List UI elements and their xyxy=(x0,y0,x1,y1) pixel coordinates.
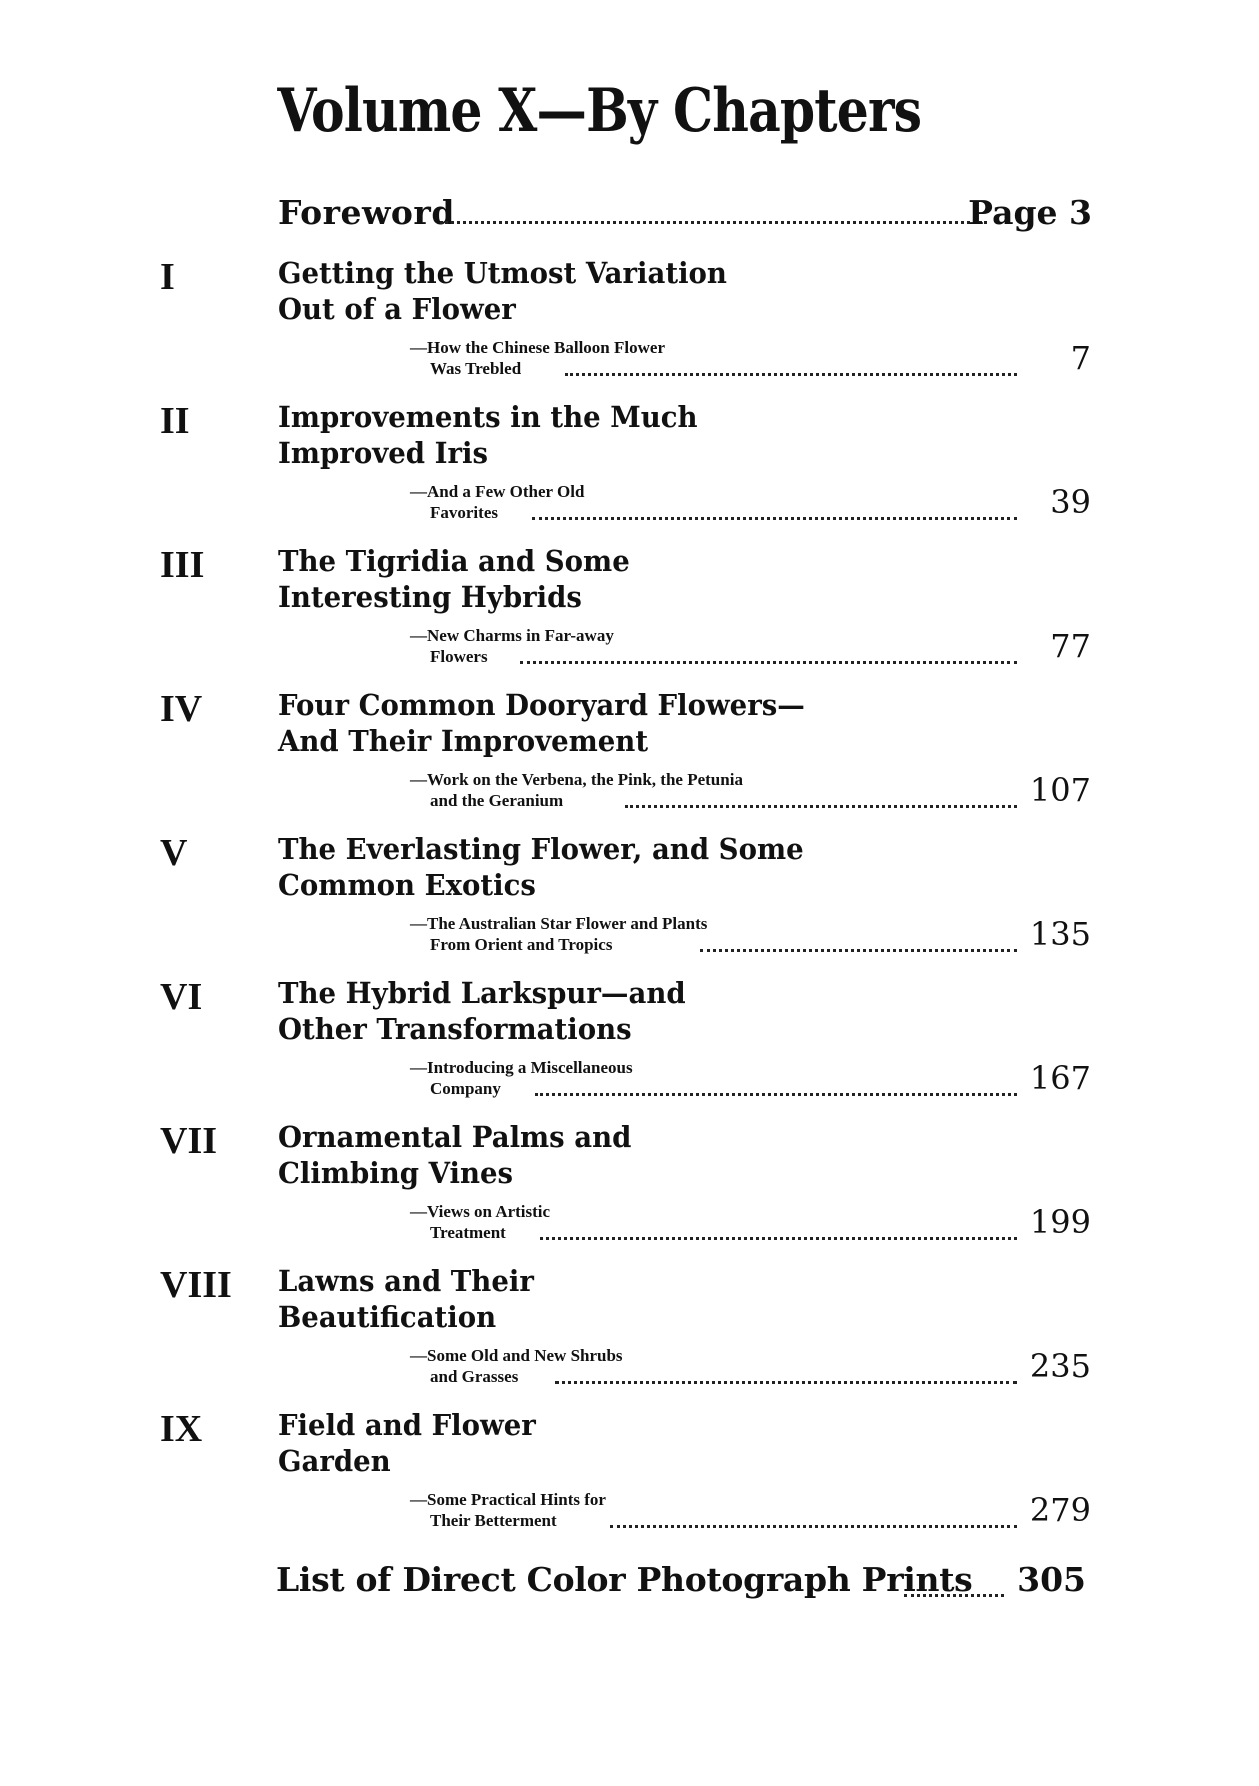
chapter-title: The Hybrid Larkspur—and Other Transformations xyxy=(278,976,686,1046)
chapter-subtitle: —Work on the Verbena, the Pink, the Petunia and the Geranium xyxy=(410,770,743,810)
dot-leader xyxy=(540,1237,1017,1240)
foreword-page: Page 3 xyxy=(968,193,1092,232)
dot-leader xyxy=(610,1525,1017,1528)
chapter-subtitle: —Introducing a Miscellaneous Company xyxy=(410,1058,633,1098)
chapter-numeral: III xyxy=(160,544,205,586)
chapter-subtitle: —And a Few Other Old Favorites xyxy=(410,482,585,522)
dot-leader xyxy=(625,805,1017,808)
chapter-page: 77 xyxy=(1050,627,1091,665)
chapter-page: 235 xyxy=(1029,1347,1091,1385)
chapter-title: Field and Flower Garden xyxy=(278,1408,536,1478)
chapter-numeral: II xyxy=(160,400,190,442)
chapter-entry-5 xyxy=(0,831,1259,971)
chapter-page: 167 xyxy=(1029,1059,1091,1097)
chapter-page: 107 xyxy=(1029,771,1091,809)
chapter-subtitle: —New Charms in Far-away Flowers xyxy=(410,626,614,666)
dot-leader xyxy=(440,221,987,224)
chapter-numeral: V xyxy=(160,832,188,874)
chapter-title: Ornamental Palms and Climbing Vines xyxy=(278,1120,632,1190)
chapter-subtitle: —Some Old and New Shrubs and Grasses xyxy=(410,1346,623,1386)
chapter-entry-1 xyxy=(0,255,1259,395)
chapter-numeral: IV xyxy=(160,688,203,730)
chapter-page: 135 xyxy=(1029,915,1091,953)
chapter-entry-9 xyxy=(0,1407,1259,1547)
chapter-numeral: VII xyxy=(160,1120,218,1162)
dot-leader xyxy=(700,949,1017,952)
chapter-title: Lawns and Their Beautification xyxy=(278,1264,534,1334)
chapter-entry-7 xyxy=(0,1119,1259,1259)
chapter-page: 279 xyxy=(1029,1491,1091,1529)
dot-leader xyxy=(535,1093,1017,1096)
chapter-title: Getting the Utmost Variation Out of a Flower xyxy=(278,256,727,326)
chapter-numeral: VI xyxy=(160,976,203,1018)
color-prints-entry xyxy=(276,1560,1086,1608)
chapter-page: 199 xyxy=(1029,1203,1091,1241)
dot-leader xyxy=(565,373,1017,376)
dot-leader xyxy=(520,661,1017,664)
chapter-entry-4 xyxy=(0,687,1259,827)
color-prints-label: List of Direct Color Photograph Prints xyxy=(276,1560,973,1599)
chapter-entry-6 xyxy=(0,975,1259,1115)
chapter-entry-8 xyxy=(0,1263,1259,1403)
page-title: Volume X—By Chapters xyxy=(277,76,922,146)
chapter-numeral: VIII xyxy=(160,1264,232,1306)
chapter-subtitle: —The Australian Star Flower and Plants From Orient and Tropics xyxy=(410,914,708,954)
color-prints-page: 305 xyxy=(1017,1560,1086,1599)
chapter-page: 7 xyxy=(1070,339,1091,377)
chapter-entry-3 xyxy=(0,543,1259,683)
chapter-page: 39 xyxy=(1050,483,1091,521)
dot-leader xyxy=(532,517,1017,520)
chapter-numeral: IX xyxy=(160,1408,203,1450)
foreword-label: Foreword xyxy=(278,193,455,232)
chapter-entry-2 xyxy=(0,399,1259,539)
chapter-numeral: I xyxy=(160,256,175,298)
chapter-title: Four Common Dooryard Flowers— And Their Improvement xyxy=(278,688,805,758)
chapter-subtitle: —Some Practical Hints for Their Betterment xyxy=(410,1490,606,1530)
dot-leader xyxy=(555,1381,1017,1384)
dot-leader xyxy=(904,1594,1004,1597)
chapter-title: Improvements in the Much Improved Iris xyxy=(278,400,698,470)
chapter-title: The Tigridia and Some Interesting Hybrids xyxy=(278,544,630,614)
chapter-subtitle: —Views on Artistic Treatment xyxy=(410,1202,551,1242)
chapter-subtitle: —How the Chinese Balloon Flower Was Trebled xyxy=(410,338,665,378)
chapter-title: The Everlasting Flower, and Some Common Exotics xyxy=(278,832,804,902)
foreword-entry xyxy=(278,193,1092,239)
